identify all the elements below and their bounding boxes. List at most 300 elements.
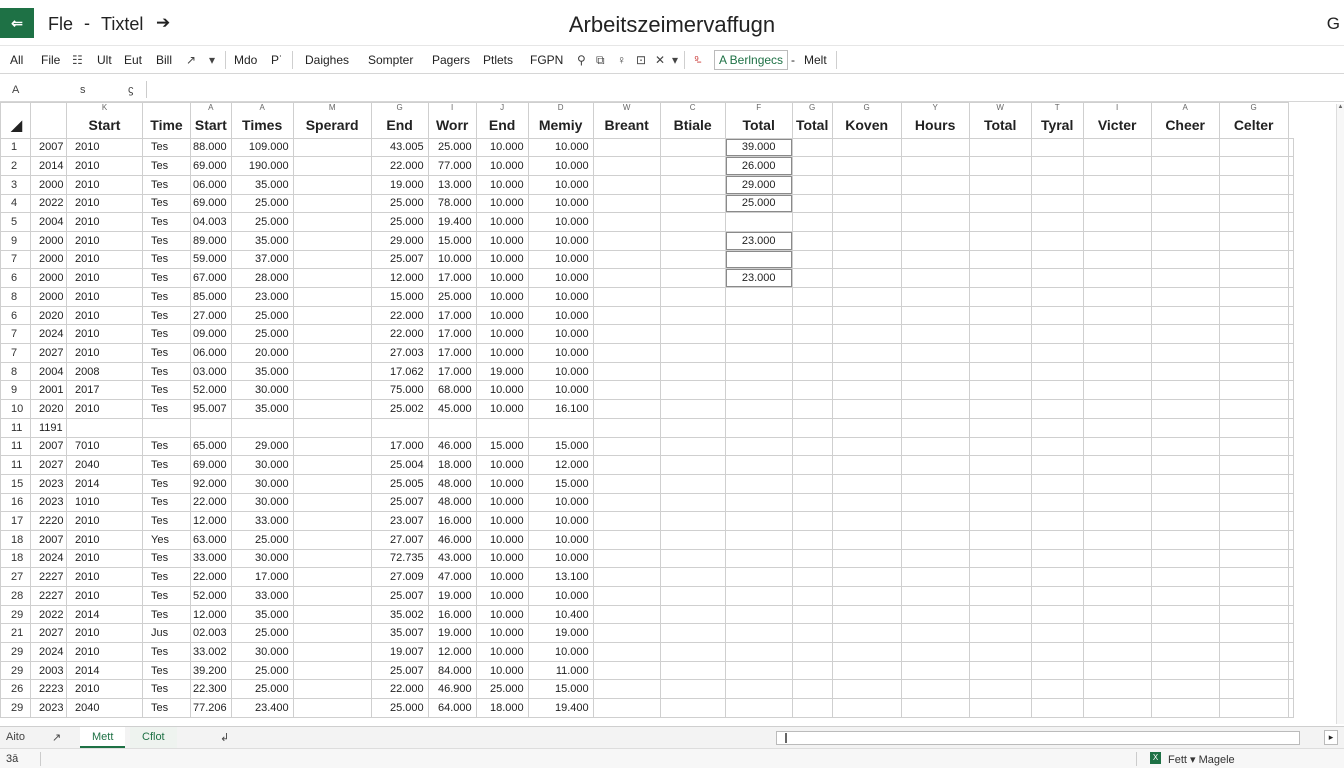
cell-empty[interactable]: [1031, 699, 1083, 718]
cell-worr[interactable]: 10.000: [476, 213, 528, 232]
cell-empty[interactable]: [1288, 624, 1293, 643]
cell-empty[interactable]: [593, 138, 660, 157]
menu-pagers[interactable]: Pagers: [432, 53, 471, 67]
cell-end-2[interactable]: 10.000: [528, 549, 593, 568]
cell-sperard[interactable]: 25.000: [371, 194, 428, 213]
cell-empty[interactable]: [1031, 680, 1083, 699]
cell-end[interactable]: 64.000: [428, 699, 476, 718]
cell-empty[interactable]: [1031, 549, 1083, 568]
cell-empty[interactable]: [792, 549, 832, 568]
cell-empty[interactable]: [901, 250, 969, 269]
cell-year[interactable]: 2027: [31, 624, 67, 643]
cell-year-2[interactable]: 2010: [67, 250, 143, 269]
row-number[interactable]: 2: [1, 157, 31, 176]
cell-time[interactable]: 88.000: [191, 138, 232, 157]
cell-end[interactable]: 17.000: [428, 269, 476, 288]
column-letter[interactable]: D: [528, 103, 593, 114]
cell-btiale[interactable]: [725, 344, 792, 363]
cell-end[interactable]: 46.000: [428, 437, 476, 456]
cell-start[interactable]: 23.400: [231, 699, 293, 718]
cell-status[interactable]: Tes: [143, 512, 191, 531]
cell-end[interactable]: 16.000: [428, 605, 476, 624]
cell-end[interactable]: 68.000: [428, 381, 476, 400]
cell-btiale[interactable]: [725, 288, 792, 307]
cell-sperard[interactable]: 29.000: [371, 231, 428, 250]
cell-year[interactable]: 2223: [31, 680, 67, 699]
row-number[interactable]: 11: [1, 456, 31, 475]
cell-empty[interactable]: [969, 288, 1031, 307]
cell-empty[interactable]: [792, 587, 832, 606]
cell-empty[interactable]: [969, 194, 1031, 213]
cell-empty[interactable]: [1219, 250, 1288, 269]
cell-empty[interactable]: [1219, 362, 1288, 381]
row-number[interactable]: 18: [1, 549, 31, 568]
format-icon[interactable]: ⁹̵: [694, 53, 700, 67]
cell-year-2[interactable]: 2014: [67, 605, 143, 624]
cell-empty[interactable]: [1083, 138, 1151, 157]
cell-btiale[interactable]: 23.000: [725, 269, 792, 288]
cell-empty[interactable]: [792, 213, 832, 232]
cell-status[interactable]: Tes: [143, 381, 191, 400]
cell-times[interactable]: [293, 493, 371, 512]
cell-empty[interactable]: [1288, 250, 1293, 269]
cell-empty[interactable]: [1083, 231, 1151, 250]
cell-worr[interactable]: 10.000: [476, 400, 528, 419]
cell-time[interactable]: 92.000: [191, 474, 232, 493]
cell-empty[interactable]: [832, 512, 901, 531]
column-letter[interactable]: T: [1031, 103, 1083, 114]
cell-empty[interactable]: [1288, 530, 1293, 549]
sheet-tab-active[interactable]: Mett: [80, 727, 125, 748]
row-number[interactable]: 29: [1, 699, 31, 718]
cell-year-2[interactable]: 2010: [67, 587, 143, 606]
spreadsheet-grid[interactable]: [0, 102, 1294, 718]
cell-start[interactable]: 30.000: [231, 456, 293, 475]
cell-start[interactable]: 35.000: [231, 400, 293, 419]
cell-empty[interactable]: [660, 325, 725, 344]
cell-empty[interactable]: [901, 474, 969, 493]
row-number[interactable]: 17: [1, 512, 31, 531]
cell-worr[interactable]: 10.000: [476, 512, 528, 531]
cell-empty[interactable]: [593, 269, 660, 288]
column-letter[interactable]: G: [832, 103, 901, 114]
cell-time[interactable]: 69.000: [191, 157, 232, 176]
cell-time[interactable]: 04.003: [191, 213, 232, 232]
cell-empty[interactable]: [593, 288, 660, 307]
cell-empty[interactable]: [1219, 231, 1288, 250]
cell-empty[interactable]: [660, 605, 725, 624]
cell-empty[interactable]: [901, 587, 969, 606]
cell-empty[interactable]: [969, 231, 1031, 250]
cell-empty[interactable]: [1151, 288, 1219, 307]
cell-time[interactable]: [191, 418, 232, 437]
cell-sperard[interactable]: 35.007: [371, 624, 428, 643]
cell-end[interactable]: 25.000: [428, 138, 476, 157]
cell-empty[interactable]: [1151, 231, 1219, 250]
cell-time[interactable]: 89.000: [191, 231, 232, 250]
cell-sperard[interactable]: 72.735: [371, 549, 428, 568]
cell-empty[interactable]: [1288, 400, 1293, 419]
cell-time[interactable]: 03.000: [191, 362, 232, 381]
cell-sperard[interactable]: 27.003: [371, 344, 428, 363]
cell-empty[interactable]: [593, 568, 660, 587]
cell-empty[interactable]: [832, 325, 901, 344]
cell-empty[interactable]: [792, 530, 832, 549]
cell-empty[interactable]: [969, 400, 1031, 419]
cell-empty[interactable]: [969, 549, 1031, 568]
doc-name[interactable]: Tixtel: [101, 14, 144, 34]
cell-end[interactable]: [428, 418, 476, 437]
cell-empty[interactable]: [1083, 250, 1151, 269]
menu-mdo[interactable]: Mdo: [234, 53, 258, 67]
cell-sperard[interactable]: 25.000: [371, 699, 428, 718]
cell-worr[interactable]: 10.000: [476, 269, 528, 288]
cell-empty[interactable]: [969, 568, 1031, 587]
cell-status[interactable]: Tes: [143, 231, 191, 250]
cell-empty[interactable]: [1288, 418, 1293, 437]
cell-end-2[interactable]: 15.000: [528, 680, 593, 699]
cell-sperard[interactable]: 25.007: [371, 250, 428, 269]
cell-empty[interactable]: [1151, 250, 1219, 269]
cell-empty[interactable]: [1219, 605, 1288, 624]
cell-empty[interactable]: [901, 269, 969, 288]
cell-sperard[interactable]: 19.000: [371, 175, 428, 194]
cell-year[interactable]: 2027: [31, 344, 67, 363]
cell-end-2[interactable]: 10.000: [528, 493, 593, 512]
cell-year-2[interactable]: 2010: [67, 549, 143, 568]
cell-btiale[interactable]: [725, 493, 792, 512]
cell-empty[interactable]: [593, 530, 660, 549]
cell-worr[interactable]: 10.000: [476, 250, 528, 269]
status-view-menu[interactable]: Fett ▾ Magele: [1168, 754, 1235, 766]
cell-worr[interactable]: 10.000: [476, 568, 528, 587]
cell-empty[interactable]: [1219, 456, 1288, 475]
cell-empty[interactable]: [1031, 231, 1083, 250]
close-icon[interactable]: ✕: [655, 53, 666, 67]
cell-times[interactable]: [293, 269, 371, 288]
column-header[interactable]: Times: [231, 113, 293, 138]
cell-time[interactable]: 09.000: [191, 325, 232, 344]
cell-year-2[interactable]: 2010: [67, 568, 143, 587]
cell-empty[interactable]: [901, 549, 969, 568]
row-number[interactable]: 8: [1, 288, 31, 307]
cell-empty[interactable]: [660, 493, 725, 512]
column-header[interactable]: Celter: [1219, 113, 1288, 138]
cell-empty[interactable]: [1083, 381, 1151, 400]
cell-empty[interactable]: [832, 474, 901, 493]
cell-year-2[interactable]: 2010: [67, 624, 143, 643]
cell-empty[interactable]: [832, 288, 901, 307]
cell-empty[interactable]: [969, 175, 1031, 194]
cell-end-2[interactable]: 10.000: [528, 269, 593, 288]
cell-start[interactable]: 30.000: [231, 549, 293, 568]
cell-end[interactable]: 17.000: [428, 325, 476, 344]
column-header[interactable]: Btiale: [660, 113, 725, 138]
cell-worr[interactable]: 10.000: [476, 530, 528, 549]
cell-empty[interactable]: [901, 325, 969, 344]
row-number[interactable]: 8: [1, 362, 31, 381]
cell-year-2[interactable]: 2010: [67, 231, 143, 250]
cell-end[interactable]: 17.000: [428, 306, 476, 325]
column-header[interactable]: Koven: [832, 113, 901, 138]
menu-daighes[interactable]: Daighes: [305, 53, 350, 67]
cell-times[interactable]: [293, 643, 371, 662]
cell-end-2[interactable]: 10.000: [528, 325, 593, 344]
cell-empty[interactable]: [660, 194, 725, 213]
cell-btiale[interactable]: 39.000: [725, 138, 792, 157]
cell-empty[interactable]: [832, 175, 901, 194]
cell-start[interactable]: 190.000: [231, 157, 293, 176]
cell-start[interactable]: 35.000: [231, 605, 293, 624]
cell-empty[interactable]: [1031, 530, 1083, 549]
account-icon[interactable]: G: [1326, 14, 1340, 33]
cell-empty[interactable]: [969, 344, 1031, 363]
cell-empty[interactable]: [1219, 325, 1288, 344]
cell-empty[interactable]: [792, 680, 832, 699]
cell-empty[interactable]: [1031, 213, 1083, 232]
cell-btiale[interactable]: [725, 325, 792, 344]
cell-empty[interactable]: [832, 661, 901, 680]
cell-end[interactable]: 45.000: [428, 400, 476, 419]
cell-empty[interactable]: [1151, 194, 1219, 213]
cell-empty[interactable]: [1083, 568, 1151, 587]
cell-empty[interactable]: [593, 661, 660, 680]
cell-empty[interactable]: [832, 530, 901, 549]
cell-start[interactable]: 37.000: [231, 250, 293, 269]
cell-empty[interactable]: [593, 456, 660, 475]
cell-times[interactable]: [293, 344, 371, 363]
cell-year[interactable]: 2020: [31, 400, 67, 419]
cell-empty[interactable]: [792, 568, 832, 587]
cell-empty[interactable]: [1288, 587, 1293, 606]
row-number[interactable]: 3: [1, 175, 31, 194]
cell-empty[interactable]: [1083, 587, 1151, 606]
cell-empty[interactable]: [792, 306, 832, 325]
cell-status[interactable]: Tes: [143, 138, 191, 157]
cell-status[interactable]: Tes: [143, 194, 191, 213]
cell-year-2[interactable]: 2010: [67, 269, 143, 288]
cell-sperard[interactable]: 27.007: [371, 530, 428, 549]
cell-empty[interactable]: [901, 157, 969, 176]
cell-empty[interactable]: [1219, 643, 1288, 662]
cell-end[interactable]: 12.000: [428, 643, 476, 662]
cell-sperard[interactable]: [371, 418, 428, 437]
cell-empty[interactable]: [1083, 288, 1151, 307]
cell-empty[interactable]: [832, 418, 901, 437]
cell-btiale[interactable]: [725, 437, 792, 456]
cell-empty[interactable]: [901, 493, 969, 512]
cell-empty[interactable]: [832, 400, 901, 419]
cell-status[interactable]: Tes: [143, 362, 191, 381]
cell-empty[interactable]: [593, 437, 660, 456]
column-header[interactable]: Start: [67, 113, 143, 138]
cell-empty[interactable]: [969, 605, 1031, 624]
cell-empty[interactable]: [969, 157, 1031, 176]
cell-empty[interactable]: [660, 400, 725, 419]
cell-empty[interactable]: [969, 362, 1031, 381]
cell-empty[interactable]: [792, 400, 832, 419]
cell-empty[interactable]: [969, 624, 1031, 643]
cell-btiale[interactable]: [725, 474, 792, 493]
cell-empty[interactable]: [1288, 605, 1293, 624]
cell-times[interactable]: [293, 325, 371, 344]
cell-btiale[interactable]: [725, 587, 792, 606]
cell-btiale[interactable]: [725, 661, 792, 680]
cell-btiale[interactable]: [725, 549, 792, 568]
cell-empty[interactable]: [593, 306, 660, 325]
cell-time[interactable]: 85.000: [191, 288, 232, 307]
cell-status[interactable]: Tes: [143, 437, 191, 456]
cell-end[interactable]: 15.000: [428, 231, 476, 250]
cell-times[interactable]: [293, 362, 371, 381]
column-header[interactable]: Start: [191, 113, 232, 138]
cell-year[interactable]: 2023: [31, 699, 67, 718]
column-letter[interactable]: [143, 103, 191, 114]
cell-empty[interactable]: [660, 362, 725, 381]
cell-worr[interactable]: 10.000: [476, 605, 528, 624]
cell-empty[interactable]: [832, 231, 901, 250]
cell-year-2[interactable]: 1010: [67, 493, 143, 512]
cell-empty[interactable]: [969, 437, 1031, 456]
cell-empty[interactable]: [832, 605, 901, 624]
cell-empty[interactable]: [969, 643, 1031, 662]
cell-time[interactable]: 63.000: [191, 530, 232, 549]
column-letter[interactable]: G: [371, 103, 428, 114]
cell-empty[interactable]: [1219, 138, 1288, 157]
cell-empty[interactable]: [792, 418, 832, 437]
cell-empty[interactable]: [1288, 643, 1293, 662]
cell-start[interactable]: 109.000: [231, 138, 293, 157]
row-number[interactable]: 9: [1, 381, 31, 400]
cell-start[interactable]: 30.000: [231, 474, 293, 493]
cell-empty[interactable]: [969, 474, 1031, 493]
cell-times[interactable]: [293, 194, 371, 213]
column-letter[interactable]: M: [293, 103, 371, 114]
cell-worr[interactable]: 10.000: [476, 493, 528, 512]
cell-year-2[interactable]: 2010: [67, 138, 143, 157]
cell-year-2[interactable]: 2010: [67, 175, 143, 194]
cell-status[interactable]: Tes: [143, 605, 191, 624]
cell-empty[interactable]: [1031, 568, 1083, 587]
cell-empty[interactable]: [792, 194, 832, 213]
cell-empty[interactable]: [1083, 605, 1151, 624]
cell-time[interactable]: 77.206: [191, 699, 232, 718]
cell-empty[interactable]: [1219, 269, 1288, 288]
cell-status[interactable]: Tes: [143, 661, 191, 680]
cell-empty[interactable]: [593, 231, 660, 250]
cell-end-2[interactable]: 10.000: [528, 194, 593, 213]
cell-empty[interactable]: [901, 231, 969, 250]
column-header[interactable]: Sperard: [293, 113, 371, 138]
column-header[interactable]: [31, 113, 67, 138]
cell-empty[interactable]: [660, 157, 725, 176]
cell-empty[interactable]: [832, 493, 901, 512]
cell-end-2[interactable]: 10.000: [528, 306, 593, 325]
cell-sperard[interactable]: 25.007: [371, 661, 428, 680]
cell-end[interactable]: 17.000: [428, 344, 476, 363]
cell-status[interactable]: Tes: [143, 680, 191, 699]
cell-empty[interactable]: [593, 587, 660, 606]
cell-empty[interactable]: [1031, 605, 1083, 624]
cell-year[interactable]: 2000: [31, 288, 67, 307]
cell-empty[interactable]: [1219, 624, 1288, 643]
cell-times[interactable]: [293, 699, 371, 718]
cell-empty[interactable]: [901, 605, 969, 624]
cell-empty[interactable]: [1151, 418, 1219, 437]
column-header[interactable]: Worr: [428, 113, 476, 138]
cell-times[interactable]: [293, 138, 371, 157]
cell-empty[interactable]: [1083, 175, 1151, 194]
cell-end[interactable]: 77.000: [428, 157, 476, 176]
cell-empty[interactable]: [1288, 362, 1293, 381]
cell-empty[interactable]: [593, 194, 660, 213]
cell-empty[interactable]: [901, 624, 969, 643]
cell-sperard[interactable]: 43.005: [371, 138, 428, 157]
cell-sperard[interactable]: 25.000: [371, 213, 428, 232]
cell-worr[interactable]: [476, 418, 528, 437]
cell-btiale[interactable]: 26.000: [725, 157, 792, 176]
cell-empty[interactable]: [1288, 231, 1293, 250]
app-logo-icon[interactable]: ⇐: [0, 8, 34, 38]
cell-status[interactable]: Tes: [143, 344, 191, 363]
cell-year-2[interactable]: 2040: [67, 699, 143, 718]
cell-status[interactable]: Tes: [143, 568, 191, 587]
cell-btiale[interactable]: 23.000: [725, 231, 792, 250]
cell-empty[interactable]: [1083, 512, 1151, 531]
cell-empty[interactable]: [901, 138, 969, 157]
cell-empty[interactable]: [1288, 549, 1293, 568]
cell-times[interactable]: [293, 306, 371, 325]
cell-empty[interactable]: [1083, 661, 1151, 680]
cell-empty[interactable]: [1288, 512, 1293, 531]
cell-empty[interactable]: [1031, 474, 1083, 493]
cell-end[interactable]: 10.000: [428, 250, 476, 269]
vertical-scrollbar[interactable]: [1336, 104, 1344, 724]
cell-sperard[interactable]: 22.000: [371, 680, 428, 699]
cell-end-2[interactable]: 19.000: [528, 624, 593, 643]
cell-empty[interactable]: [792, 437, 832, 456]
cell-empty[interactable]: [969, 587, 1031, 606]
cell-start[interactable]: 30.000: [231, 493, 293, 512]
cell-year[interactable]: 2023: [31, 493, 67, 512]
cell-year-2[interactable]: 7010: [67, 437, 143, 456]
cell-empty[interactable]: [593, 400, 660, 419]
cell-sperard[interactable]: 22.000: [371, 157, 428, 176]
column-letter[interactable]: G: [1219, 103, 1288, 114]
cell-empty[interactable]: [1219, 213, 1288, 232]
cell-empty[interactable]: [1288, 699, 1293, 718]
cell-empty[interactable]: [1031, 456, 1083, 475]
cell-end-2[interactable]: 10.000: [528, 512, 593, 531]
cell-btiale[interactable]: [725, 605, 792, 624]
cell-empty[interactable]: [901, 400, 969, 419]
cell-empty[interactable]: [832, 643, 901, 662]
cell-year[interactable]: 2027: [31, 456, 67, 475]
cell-empty[interactable]: [832, 344, 901, 363]
cell-worr[interactable]: 25.000: [476, 680, 528, 699]
cell-worr[interactable]: 10.000: [476, 288, 528, 307]
cell-end-2[interactable]: 10.000: [528, 643, 593, 662]
cell-empty[interactable]: [593, 549, 660, 568]
cell-year[interactable]: 1191: [31, 418, 67, 437]
cell-empty[interactable]: [832, 549, 901, 568]
cell-empty[interactable]: [1151, 549, 1219, 568]
cell-end-2[interactable]: 19.400: [528, 699, 593, 718]
cell-end[interactable]: 13.000: [428, 175, 476, 194]
cell-empty[interactable]: [1083, 269, 1151, 288]
cell-empty[interactable]: [792, 325, 832, 344]
cell-end-2[interactable]: 12.000: [528, 456, 593, 475]
